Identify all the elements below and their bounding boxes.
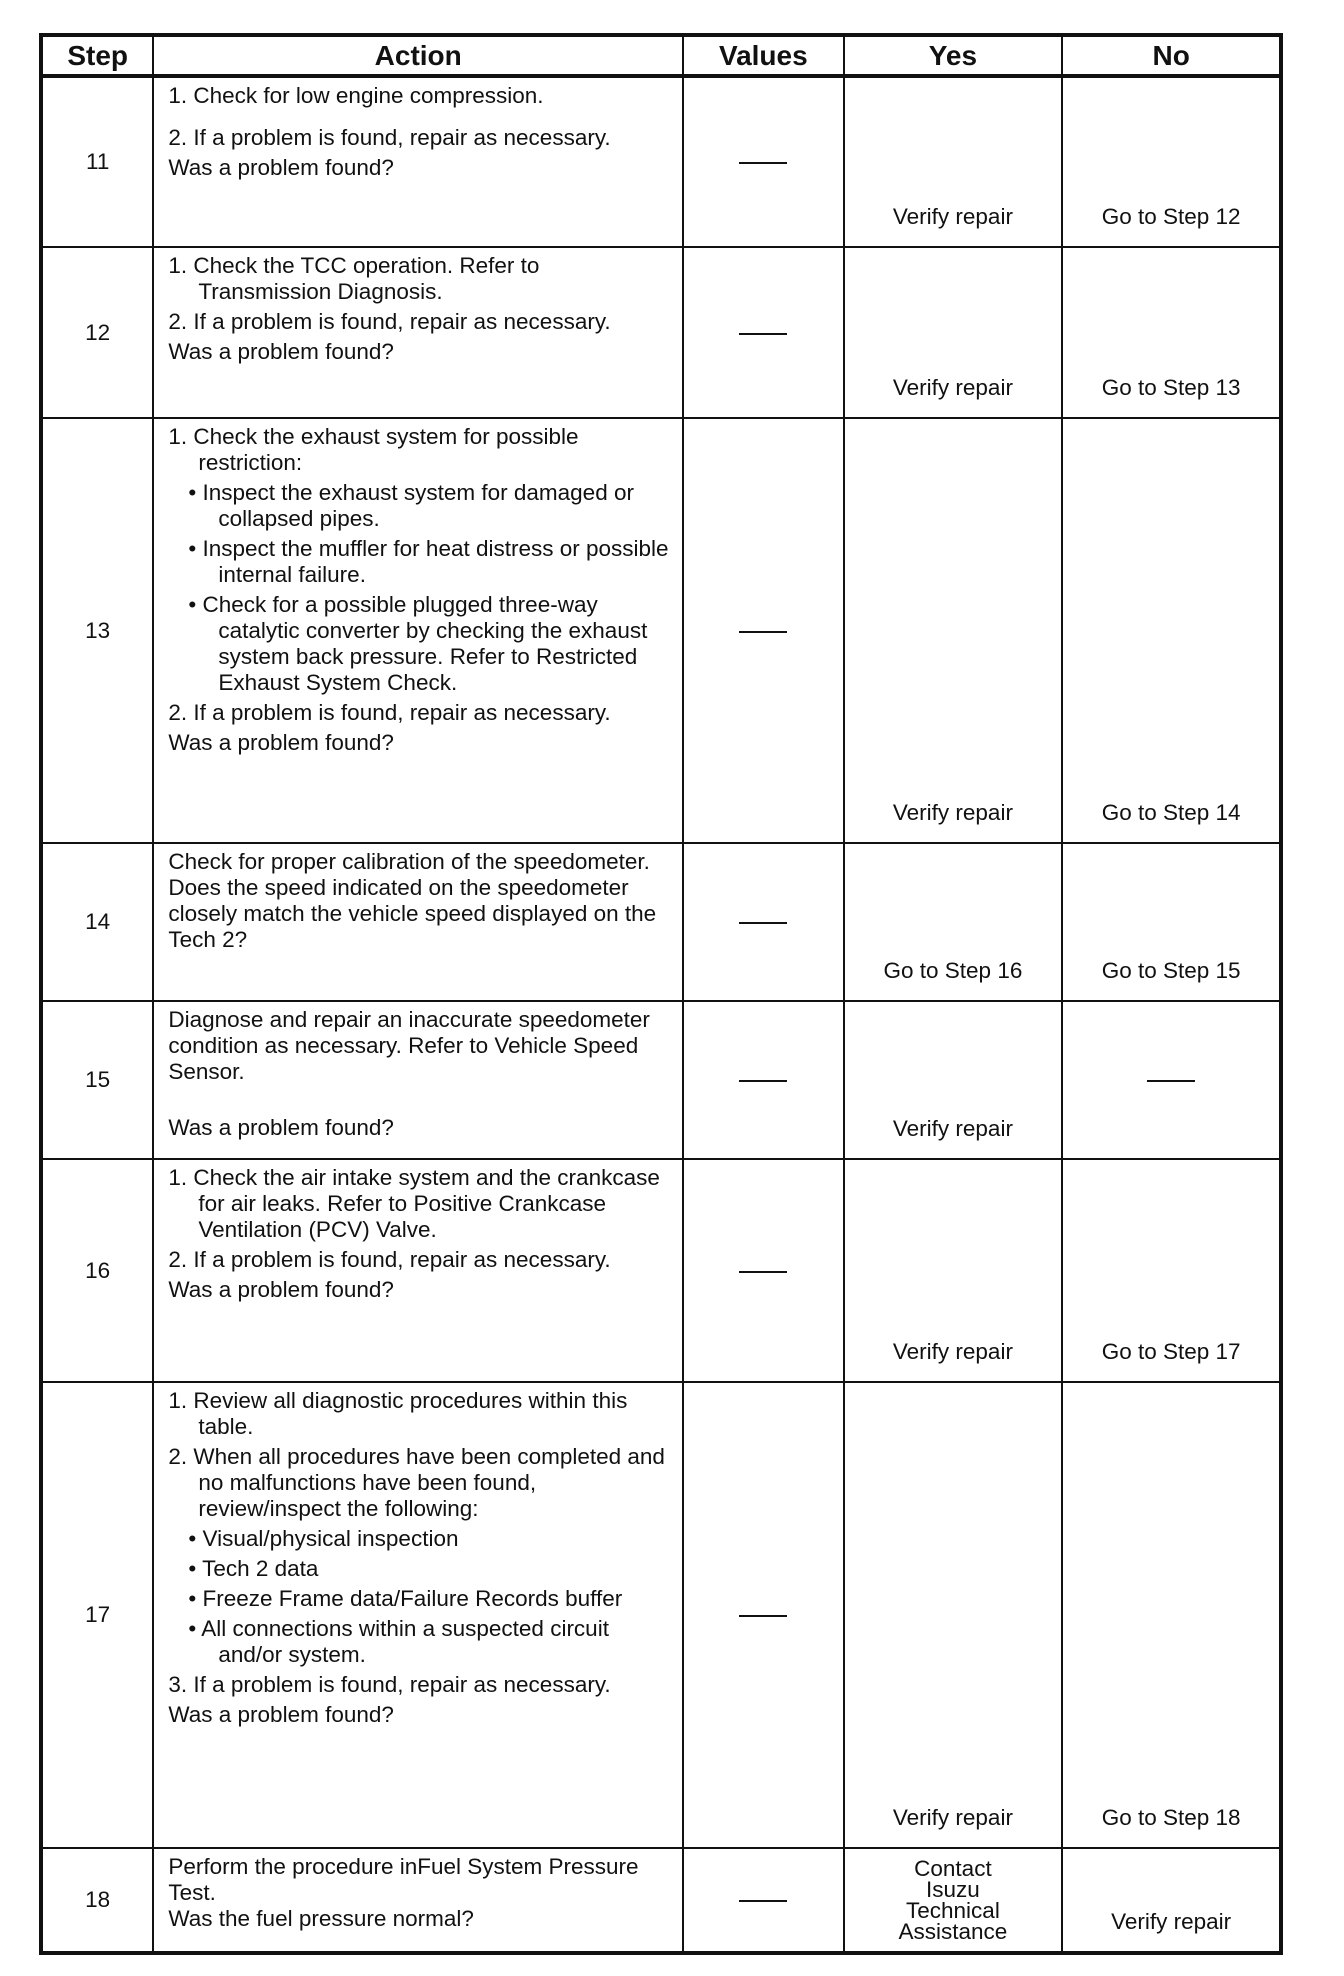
table-row bbox=[41, 843, 1281, 1001]
action-question: Was a problem found? bbox=[168, 1702, 394, 1727]
action-item: 2. If a problem is found, repair as necessary. bbox=[168, 309, 611, 334]
action-question: Does the speed indicated on the speedometer closely match the vehicle speed displayed on the Tech 2? bbox=[168, 875, 657, 952]
contact-line: Assistance bbox=[898, 1919, 1008, 1944]
action-item: 1. Check the air intake system and the crankcase for air leaks. Refer to Positive Crankcase Ventilation (PCV) Valve. bbox=[168, 1165, 660, 1242]
action-item: 2. If a problem is found, repair as necessary. bbox=[168, 1247, 611, 1272]
bullet-item: • Inspect the muffler for heat distress or possible internal failure. bbox=[188, 536, 669, 587]
values-cell bbox=[683, 247, 844, 418]
action-item: 1. Review all diagnostic procedures within this table. bbox=[168, 1388, 628, 1439]
action-question: Was a problem found? bbox=[168, 339, 394, 364]
yes-cell: Verify repair bbox=[844, 1382, 1063, 1848]
diagnostic-table bbox=[39, 33, 1283, 1955]
action-cell bbox=[153, 1159, 683, 1382]
table-row bbox=[41, 1159, 1281, 1382]
action-item: 1. Check the TCC operation. Refer to Transmission Diagnosis. bbox=[168, 253, 540, 304]
yes-cell: Go to Step 16 bbox=[844, 843, 1063, 1001]
action-item: 2. If a problem is found, repair as necessary. bbox=[168, 700, 611, 725]
step-number: 18 bbox=[41, 1848, 153, 1953]
header-action: Action bbox=[153, 35, 683, 76]
step-number: 15 bbox=[41, 1001, 153, 1159]
action-item: 1. Check for low engine compression. bbox=[168, 83, 544, 108]
empty-dash bbox=[739, 333, 787, 335]
no-cell: Go to Step 17 bbox=[1062, 1159, 1281, 1382]
header-no: No bbox=[1062, 35, 1281, 76]
action-question: Was a problem found? bbox=[168, 155, 394, 180]
no-cell: Go to Step 13 bbox=[1062, 247, 1281, 418]
step-number: 14 bbox=[41, 843, 153, 1001]
step-number: 16 bbox=[41, 1159, 153, 1382]
action-item: 1. Check the exhaust system for possible restriction: bbox=[168, 424, 579, 475]
header-yes: Yes bbox=[844, 35, 1063, 76]
values-cell bbox=[683, 1382, 844, 1848]
yes-cell: Verify repair bbox=[844, 247, 1063, 418]
contact-line: Technical bbox=[906, 1898, 1000, 1923]
action-question: Was a problem found? bbox=[168, 1115, 394, 1140]
empty-dash bbox=[739, 1080, 787, 1082]
table-row bbox=[41, 1848, 1281, 1953]
empty-dash bbox=[739, 1271, 787, 1273]
yes-cell bbox=[844, 1848, 1063, 1953]
action-cell bbox=[153, 1001, 683, 1159]
yes-cell: Verify repair bbox=[844, 1159, 1063, 1382]
empty-dash bbox=[739, 631, 787, 633]
values-cell bbox=[683, 76, 844, 247]
action-cell bbox=[153, 76, 683, 247]
action-cell bbox=[153, 247, 683, 418]
bullet-item: • Tech 2 data bbox=[188, 1556, 319, 1581]
bullet-item: • All connections within a suspected circuit and/or system. bbox=[188, 1616, 609, 1667]
bullet-item: • Check for a possible plugged three-way catalytic converter by checking the exhaust system back pressure. Refer to Restricted Exhaust System Check. bbox=[188, 592, 648, 695]
no-cell: Go to Step 14 bbox=[1062, 418, 1281, 843]
action-cell bbox=[153, 843, 683, 1001]
header-step: Step bbox=[41, 35, 153, 76]
no-cell: Go to Step 12 bbox=[1062, 76, 1281, 247]
empty-dash bbox=[739, 922, 787, 924]
contact-line: Contact bbox=[914, 1856, 992, 1881]
action-item: 2. When all procedures have been completed and no malfunctions have been found, review/inspect the following: bbox=[168, 1444, 665, 1521]
no-cell: Go to Step 15 bbox=[1062, 843, 1281, 1001]
action-cell bbox=[153, 418, 683, 843]
table-row bbox=[41, 1382, 1281, 1848]
table-row bbox=[41, 1001, 1281, 1159]
table-row bbox=[41, 247, 1281, 418]
step-number: 17 bbox=[41, 1382, 153, 1848]
action-item: 2. If a problem is found, repair as necessary. bbox=[168, 125, 611, 150]
no-cell bbox=[1062, 1001, 1281, 1159]
table-row bbox=[41, 418, 1281, 843]
action-question: Was a problem found? bbox=[168, 730, 394, 755]
bullet-item: • Inspect the exhaust system for damaged or collapsed pipes. bbox=[188, 480, 634, 531]
values-cell bbox=[683, 1848, 844, 1953]
values-cell bbox=[683, 1159, 844, 1382]
empty-dash bbox=[739, 1615, 787, 1617]
action-item: 3. If a problem is found, repair as necessary. bbox=[168, 1672, 611, 1697]
action-text: Diagnose and repair an inaccurate speedometer condition as necessary. Refer to Vehicle Speed Sensor. bbox=[168, 1007, 650, 1084]
action-cell bbox=[153, 1382, 683, 1848]
step-number: 13 bbox=[41, 418, 153, 843]
yes-cell: Verify repair bbox=[844, 76, 1063, 247]
bullet-item: • Freeze Frame data/Failure Records buffer bbox=[188, 1586, 623, 1611]
empty-dash bbox=[739, 162, 787, 164]
values-cell bbox=[683, 418, 844, 843]
empty-dash bbox=[739, 1900, 787, 1902]
yes-cell: Verify repair bbox=[844, 418, 1063, 843]
values-cell bbox=[683, 843, 844, 1001]
step-number: 11 bbox=[41, 76, 153, 247]
values-cell bbox=[683, 1001, 844, 1159]
contact-line: Isuzu bbox=[926, 1877, 980, 1902]
yes-cell: Verify repair bbox=[844, 1001, 1063, 1159]
table-row bbox=[41, 76, 1281, 247]
header-row bbox=[41, 35, 1281, 76]
no-cell: Verify repair bbox=[1062, 1848, 1281, 1953]
action-question: Was the fuel pressure normal? bbox=[168, 1906, 474, 1931]
action-text: Check for proper calibration of the speedometer. bbox=[168, 849, 650, 874]
header-values: Values bbox=[683, 35, 844, 76]
action-text: Perform the procedure inFuel System Pressure Test. bbox=[168, 1854, 639, 1905]
action-cell bbox=[153, 1848, 683, 1953]
bullet-item: • Visual/physical inspection bbox=[188, 1526, 459, 1551]
no-cell: Go to Step 18 bbox=[1062, 1382, 1281, 1848]
action-question: Was a problem found? bbox=[168, 1277, 394, 1302]
step-number: 12 bbox=[41, 247, 153, 418]
empty-dash bbox=[1147, 1080, 1195, 1082]
